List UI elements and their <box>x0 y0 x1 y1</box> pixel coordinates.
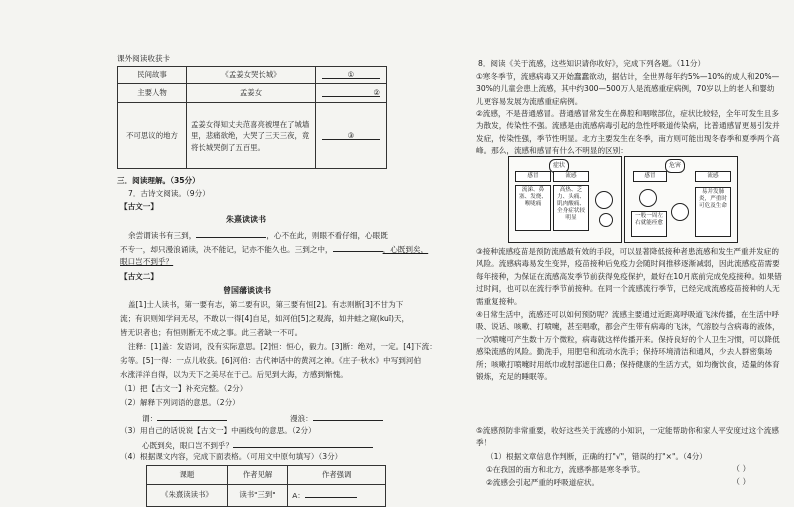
diagram-text: 易并发肺炎，严重时可危及生命 <box>695 187 731 237</box>
underlined-sentence: ，心既到矣， <box>382 245 429 254</box>
thermometer-icon <box>599 213 613 227</box>
table-row <box>118 67 387 84</box>
passage-p3: ③接种流感疫苗是预防流感最有效的手段，可以显著降低接种者患流感和发生严重并发症的风险。流感病毒易发生变异，疫苗接种后免疫力会随时间推移逐渐减弱，因此流感疫苗需要每年接种，为保证在流感高发季节前获得免疫保护，最好在10月底前完成免疫接种。如果错过时间，也可以在流行季节前接种。在同一个流感流行季节，已经完成流感疫苗接种的人无需重复接种。 <box>476 247 782 306</box>
judge-item: ①在我国的南方和北方，流感季都是寒冬季节。 <box>486 465 645 474</box>
answer-blank[interactable]: ② <box>322 87 380 97</box>
card-content: 《孟姜女哭长城》 <box>187 67 316 84</box>
diagram-tag: 症状 <box>549 159 569 173</box>
fill-blank[interactable] <box>333 242 383 252</box>
right-column <box>402 0 794 507</box>
card-content: 孟姜女 <box>187 84 316 103</box>
guwen1-line <box>128 228 388 242</box>
passage-p1: ①寒冬季节，流感病毒又开始蠢蠢欲动，据估计，全世界每年约5%—10%的成人和20%—30%的儿童会患上流感，其中约300—500万人是流感重症病例，70岁以上的老人和婴幼儿更容易发展为流感重症病例。 <box>476 72 780 106</box>
section-3-heading: 三．阅读理解。（35分） <box>117 176 200 185</box>
guwen1-text: ，心不在此，则眼不看仔细，心眼既 <box>266 231 388 240</box>
table-header: 作者见解 <box>227 466 287 485</box>
summary-table <box>146 465 386 507</box>
question-8: 8．阅读《关于流感，这些知识请你收好》，完成下列各题。（11分） <box>478 59 706 68</box>
guwen1-line <box>120 242 428 256</box>
diagram-text: 一般一周左右就能痊愈 <box>631 211 667 237</box>
quote-text: 心既到矣，眼口岂不到乎？ <box>142 441 234 450</box>
table-cell: 读书"三到" <box>227 485 287 506</box>
define-word <box>290 411 383 425</box>
guwen1-title: 朱熹读读书 <box>226 215 266 224</box>
question-7-3: （3）用自己的话说说【古文一】中画线句的意思。（2分） <box>120 426 316 435</box>
table-header: 作者强调 <box>288 466 386 485</box>
person-icon <box>639 189 657 207</box>
answer-blank[interactable]: ① <box>322 69 380 79</box>
diagram-text: 高热、乏力、头痛、肌肉酸痛、全身症状较明显 <box>553 185 589 231</box>
fill-blank[interactable] <box>305 488 357 498</box>
guwen1-text: 不专一，却只漫浪诵读，决不能记，记亦不能久也。三到之中， <box>120 245 333 254</box>
passage-p5: ⑤流感预防非常重要，收好这些关于流感的小知识，一定能帮助你和家人平安度过这个流感季！ <box>476 426 779 448</box>
table-cell[interactable] <box>288 485 386 506</box>
guwen2-line: 流；有识则知学问无尽，不敢以一得[4]自足，如河伯[5]之观海，如井蛙之窥(kuī)天， <box>120 314 410 323</box>
card-label: 不可思议的地方 <box>118 103 187 169</box>
guwen2-line: 皆无识者也；有恒则断无不成之事。此三者缺一不可。 <box>120 328 303 337</box>
table-row <box>147 485 386 506</box>
fill-blank[interactable] <box>313 411 383 421</box>
define-word <box>142 411 227 425</box>
passage-p2: ②流感，不是普通感冒。普通感冒常发生在鼻腔和咽喉部位，症状比较轻，全年可发生且多为散发，传染性不强。流感是由流感病毒引起的急性呼吸道传染病，比普通感冒更易引发并发症，传染性强，季节性明显。北方主要发生在冬季，南方则可能出现冬春季和夏季两个高峰。那么，流感和感冒有什么不明显的区别： <box>476 109 780 156</box>
table-row <box>147 466 386 485</box>
diagram-label: 流感 <box>553 171 589 182</box>
question-7: 7．古诗文阅读。（9分） <box>128 189 210 198</box>
table-row <box>118 84 387 103</box>
sick-person-icon <box>595 191 613 209</box>
diagram-text: 流涕、鼻塞、发烧、喉咙痛 <box>515 185 551 231</box>
passage-p4: ④日常生活中，流感还可以如何预防呢？流感主要通过近距离呼吸道飞沫传播，在生活中呼吸、说话、咳嗽、打喷嚏，甚至唱歌，都会产生带有病毒的飞沫，气溶胶与含病毒的液体，一次喷嚏可产生数十万个微粒，病毒就这样传播开来。保持良好的个人卫生习惯，可以降低感染流感的风险。勤洗手，用肥皂和流动水洗手；保持环境清洁和通风，少去人群密集场所；咳嗽打喷嚏时用纸巾或肘部遮住口鼻；保持健康的生活方式，如均衡饮食，适量的体育锻炼，充足的睡眠等。 <box>476 310 780 382</box>
judge-item: ②流感会引起严重的呼吸道症状。 <box>486 478 600 487</box>
guwen1-line-end: 眼口岂不到乎？ <box>120 257 174 266</box>
answer-paren[interactable]: （ ） <box>732 464 751 473</box>
symptom-diagram <box>508 156 622 243</box>
fill-blank[interactable] <box>233 438 373 448</box>
card-title: 课外阅读收获卡 <box>117 54 171 63</box>
question-8-1: （1）根据文章信息作判断，正确的打"√"，错误的打"×"。（4分） <box>486 452 707 461</box>
note-line: 劣等。[5]一得：一点儿收获。[6]河伯：古代神话中的黄河之神。《庄子·秋水》中写到河伯 <box>120 356 422 365</box>
diagram-label: 感冒 <box>633 171 667 182</box>
table-cell: 《朱熹读读书》 <box>147 485 228 506</box>
question-7-2: （2）解释下列词语的意思。（2分） <box>120 398 240 407</box>
guwen1-text: 余尝谓读书有三到， <box>128 231 197 240</box>
guwen2-title: 曾国藩谈读书 <box>223 286 271 295</box>
question-7-1: （1）把【古文一】补充完整。（2分） <box>120 384 248 393</box>
define-label: 谓： <box>142 414 158 423</box>
note-line: 水涨洋洋自得，以为天下之美尽在于己。后见到大海，方感到惭愧。 <box>120 370 348 379</box>
fill-blank[interactable] <box>196 228 266 238</box>
reading-card-table <box>117 66 387 169</box>
diagram-label: 流感 <box>695 171 731 182</box>
question-7-4: （4）根据课文内容，完成下面表格。（可用文中原句填写）（3分） <box>120 452 343 461</box>
card-label: 主要人物 <box>118 84 187 103</box>
guwen2-line: 盖[1]士人读书，第一要有志，第二要有识，第三要有恒[2]。有志则断[3]不甘为下 <box>128 300 404 309</box>
answer-blank[interactable]: ③ <box>322 130 380 140</box>
card-label: 民间故事 <box>118 67 187 84</box>
answer-paren[interactable]: （ ） <box>732 477 751 486</box>
fill-blank[interactable] <box>157 411 227 421</box>
guwen1-tag: 【古文一】 <box>120 202 158 211</box>
table-header: 课题 <box>147 466 228 485</box>
note-line: 注释：[1]盖：发语词，没有实际意思。[2]恒：恒心，毅力。[3]断：绝对，一定。[4]下流： <box>128 342 437 351</box>
harm-diagram <box>624 156 738 243</box>
diagram-tag: 危害 <box>665 159 685 173</box>
diagram-label: 感冒 <box>515 171 551 182</box>
table-row <box>118 103 387 169</box>
answer-a-label: A： <box>292 491 305 501</box>
guwen2-tag: 【古文二】 <box>120 272 158 281</box>
sick-person-icon <box>671 203 689 221</box>
define-label: 漫浪： <box>290 414 313 423</box>
card-content: 孟姜女得知丈夫范喜亮被埋在了城墙里，悲痛欲绝，大哭了三天三夜，竟将长城哭倒了五百里。 <box>187 103 316 169</box>
